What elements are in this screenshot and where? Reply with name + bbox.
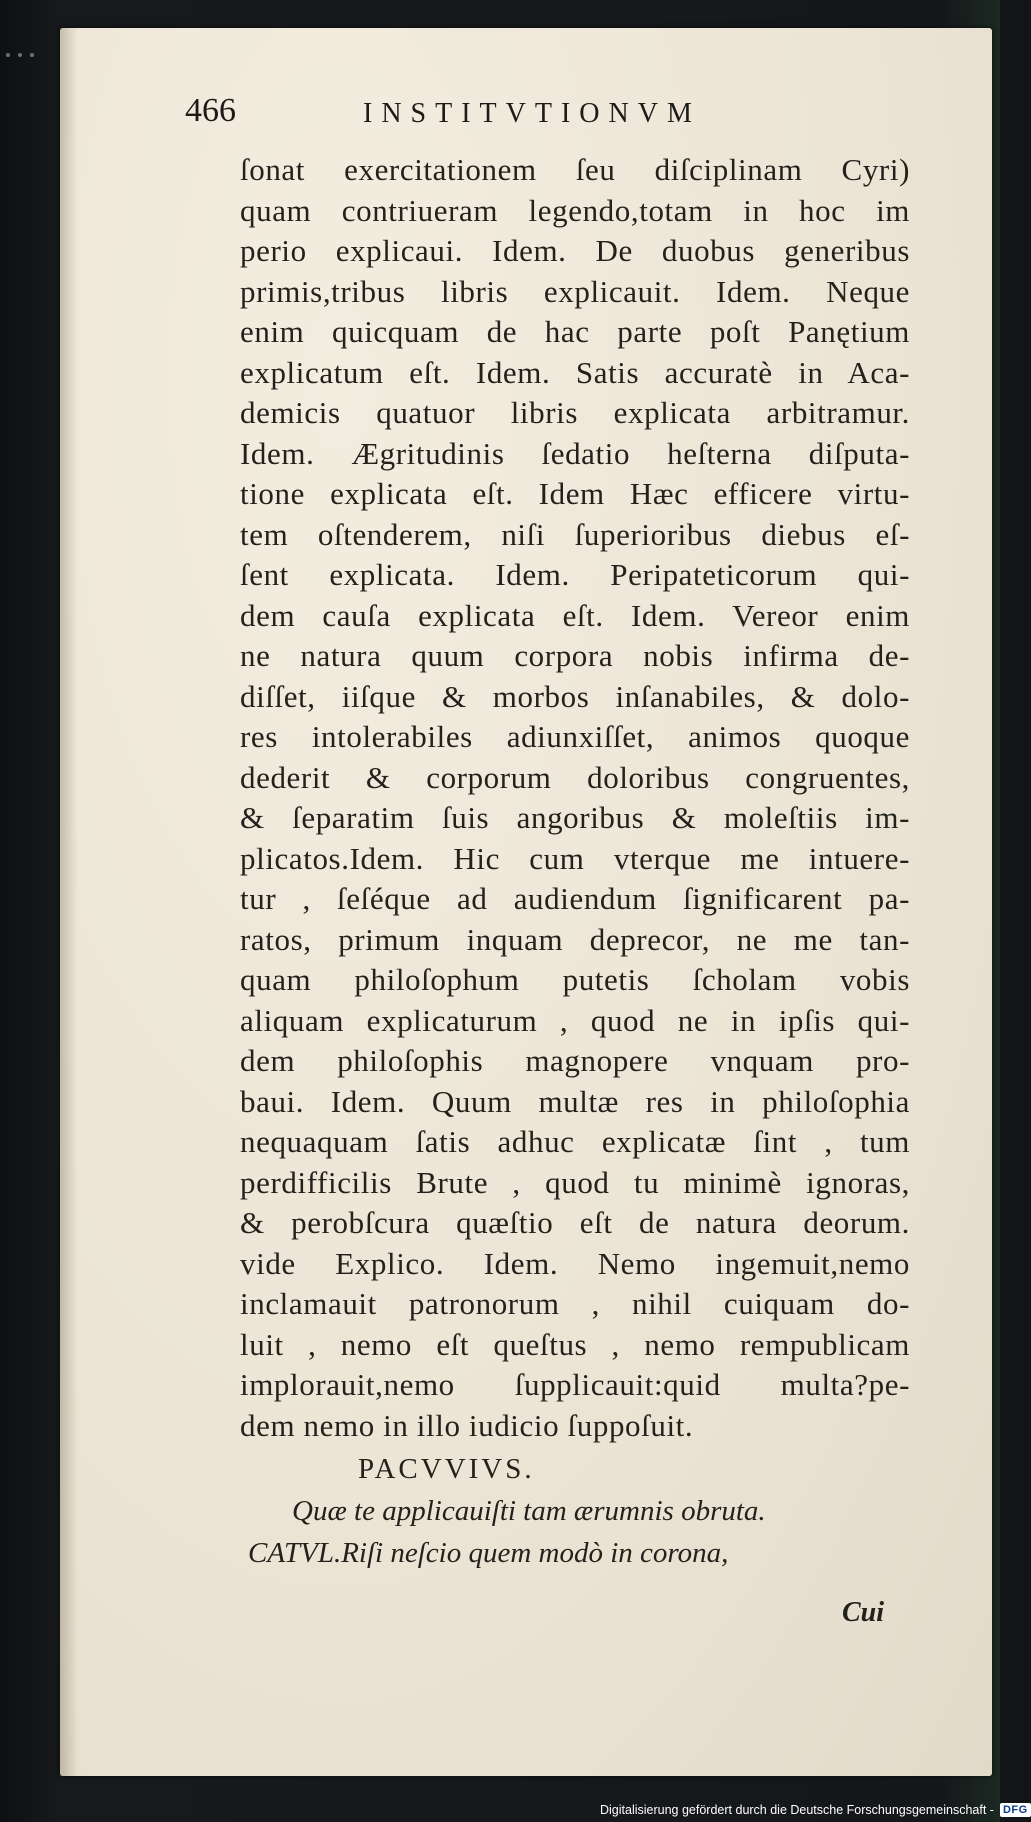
text-line: enim quicquam de hac parte poſt Panętium [240, 314, 910, 349]
catchword: Cui [841, 1597, 884, 1628]
text-line: quam philoſophum putetis ſcholam vobis [240, 962, 910, 997]
digitization-footer [600, 1800, 1031, 1820]
text-line: dem nemo in illo iudicio ſuppoſuit. [240, 1407, 694, 1443]
text-line: primis,tribus libris explicauit. Idem. Neque [240, 273, 910, 309]
dfg-logo: DFG [1000, 1803, 1031, 1817]
text-line: inclamauit patronorum , nihil cuiquam do- [240, 1286, 910, 1321]
text-line: aliquam explicaturum , quod ne in ipſis qui- [240, 1002, 910, 1038]
text-line: perio explicaui. Idem. De duobus generibus [240, 233, 910, 268]
text-line: dem cauſa explicata eſt. Idem. Vereor enim [240, 597, 910, 633]
text-line: ſonat exercitationem ſeu diſciplinam Cyri) [240, 152, 910, 187]
text-line: tem oſtenderem, niſi ſuperioribus diebus eſ- [240, 516, 910, 552]
page-number: 466 [185, 92, 236, 129]
text-line: & ſeparatim ſuis angoribus & moleſtiis im- [240, 800, 910, 835]
text-line: dederit & corporum doloribus congruentes, [240, 759, 910, 795]
text-line: demicis quatuor libris explicata arbitramur. [240, 395, 910, 430]
page-header [185, 92, 835, 142]
verse-quote: CATVL.Riſi neſcio quem modò in corona, [248, 1537, 729, 1569]
text-line: perdifficilis Brute , quod tu minimè ignoras, [240, 1164, 910, 1200]
text-line: tur , ſeſéque ad audiendum ſignificarent pa- [240, 881, 910, 916]
text-line: Idem. Ægritudinis ſedatio heſterna diſputa- [240, 435, 910, 471]
text-line: res intolerabiles adiunxiſſet, animos quoque [240, 719, 910, 754]
verse-quote: Quæ te applicauiſti tam ærumnis obruta. [292, 1495, 766, 1527]
text-line: nequaquam ſatis adhuc explicatæ ſint , tum [240, 1124, 910, 1159]
scan-corner-marks [6, 42, 46, 52]
text-line: vide Explico. Idem. Nemo ingemuit,nemo [240, 1245, 910, 1281]
footer-credit: Digitalisierung gefördert durch die Deutsche Forschungsgemeinschaft - [600, 1803, 994, 1817]
text-line: & perobſcura quæſtio eſt de natura deorum. [240, 1205, 910, 1240]
text-line: dem philoſophis magnopere vnquam pro- [240, 1043, 910, 1078]
text-line: luit , nemo eſt queſtus , nemo rempublicam [240, 1326, 910, 1362]
text-line: plicatos.Idem. Hic cum vterque me intuere- [240, 840, 910, 876]
main-text [240, 150, 910, 1634]
text-line: implorauit,nemo ſupplicauit:quid multa?pe- [240, 1367, 910, 1402]
text-line: diſſet, iiſque & morbos inſanabiles, & dolo- [240, 678, 910, 714]
text-line: baui. Idem. Quum multæ res in philoſophia [240, 1083, 910, 1119]
running-head: INSTITVTIONVM [363, 98, 701, 129]
text-line: tione explicata eſt. Idem Hæc efficere virtu- [240, 476, 910, 511]
author-heading: PACVVIVS. [358, 1453, 535, 1485]
text-line: ſent explicata. Idem. Peripateticorum qui- [240, 557, 910, 592]
text-line: ne natura quum corpora nobis infirma de- [240, 638, 910, 673]
text-line: quam contriueram legendo,totam in hoc im [240, 192, 910, 228]
text-line: explicatum eſt. Idem. Satis accuratè in Aca- [240, 354, 910, 390]
text-line: ratos, primum inquam deprecor, ne me tan- [240, 921, 910, 957]
